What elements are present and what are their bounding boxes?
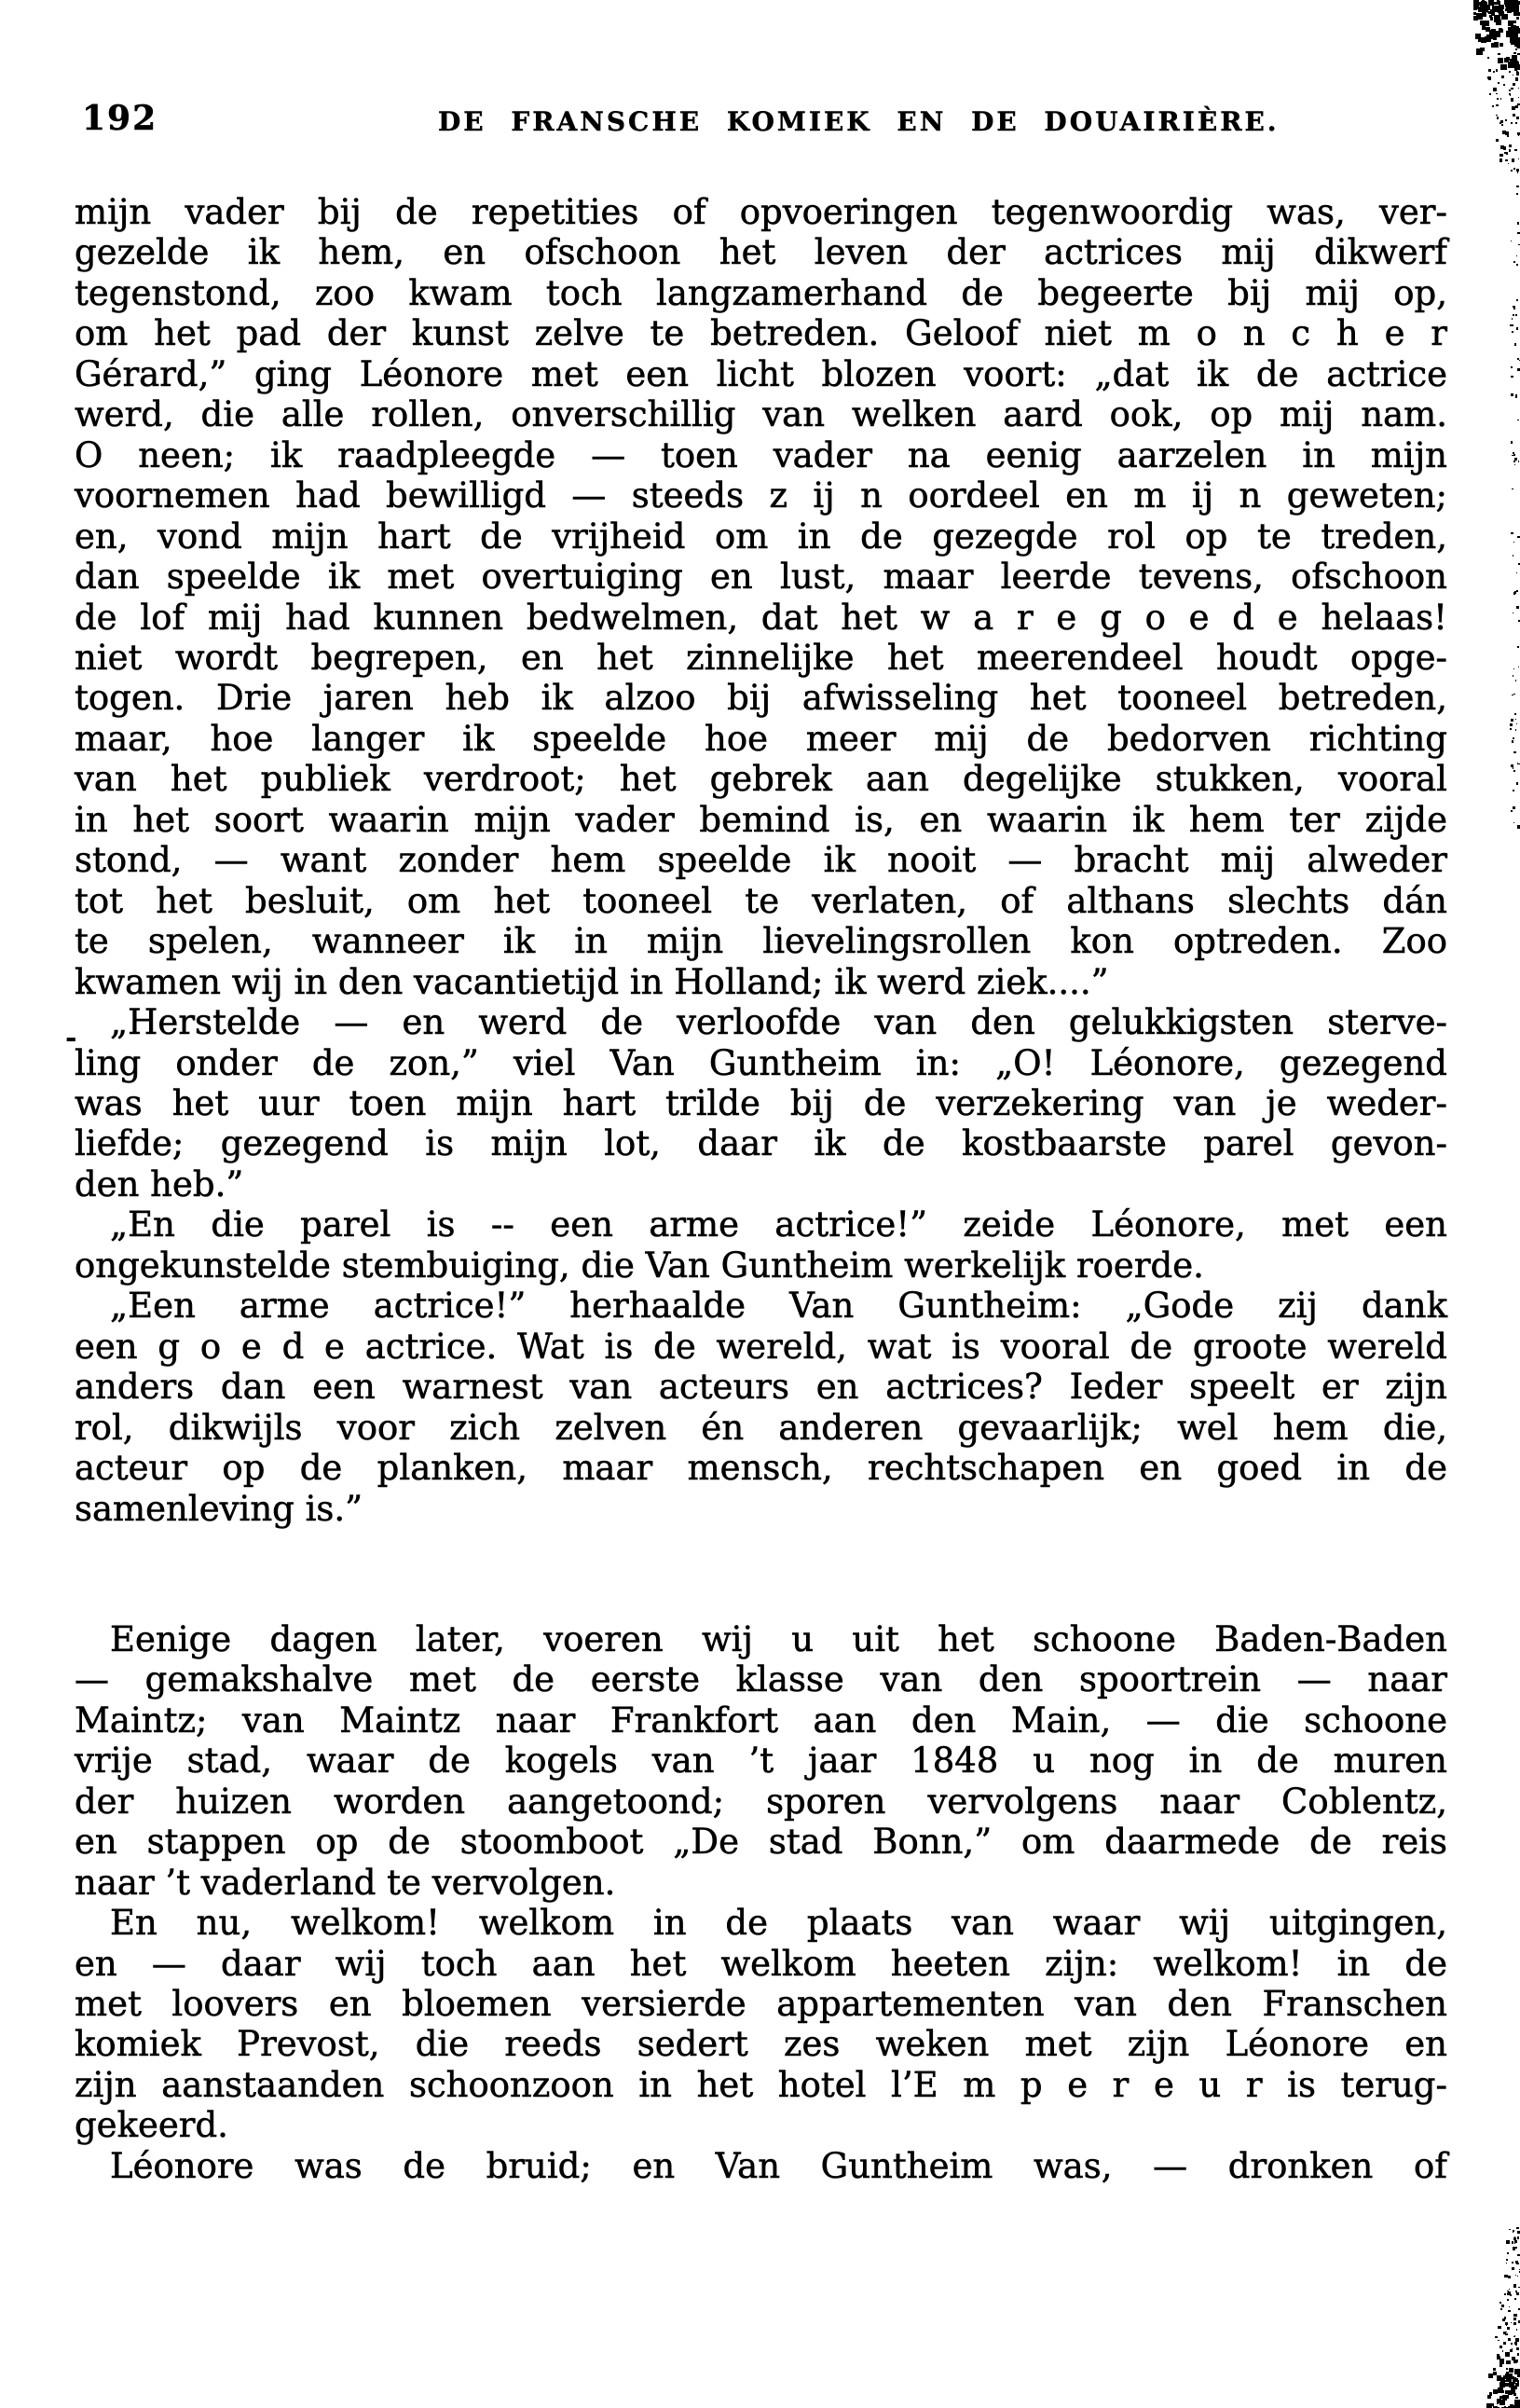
text-line: dan speelde ik met overtuiging en lust, maar leerde tevens, ofschoon: [75, 557, 1447, 598]
text-line: gezelde ik hem, en ofschoon het leven der actrices mij dikwerf: [75, 232, 1447, 273]
text-line: zijn aanstaanden schoonzoon in het hotel l’E m p e r e u r is terug-: [75, 2064, 1447, 2105]
text-line: Gérard,” ging Léonore met een licht blozen voort: „dat ik de actrice: [75, 353, 1447, 394]
margin-mark: -: [65, 1022, 77, 1054]
text-line: O neen; ik raadpleegde — toen vader na eenig aarzelen in mijn: [75, 434, 1447, 475]
text-line: den heb.”: [75, 1163, 244, 1204]
text-line: Eenige dagen later, voeren wij u uit het schoone Baden-Baden: [110, 1618, 1447, 1659]
text-line: mijn vader bij de repetities of opvoeringen tegenwoordig was, ver-: [75, 192, 1447, 232]
text-line: van het publiek verdroot; het gebrek aan degelijke stukken, vooral: [75, 759, 1447, 800]
text-line: togen. Drie jaren heb ik alzoo bij afwisseling het tooneel betreden,: [75, 678, 1447, 719]
text-line: werd, die alle rollen, onverschillig van welken aard ook, op mij nam.: [75, 394, 1447, 435]
text-line: Maintz; van Maintz naar Frankfort aan den Main, — die schoone: [75, 1699, 1447, 1741]
text-line: En nu, welkom! welkom in de plaats van waar wij uitgingen,: [110, 1903, 1447, 1944]
text-line: en, vond mijn hart de vrijheid om in de gezegde rol op te treden,: [75, 516, 1447, 557]
scan-artifact-bottom-right: [1486, 2212, 1520, 2408]
text-line: komiek Prevost, die reeds sedert zes weken met zijn Léonore en: [75, 2024, 1447, 2065]
text-line: een g o e d e actrice. Wat is de wereld, wat is vooral de groote wereld: [75, 1326, 1447, 1367]
text-line: „Een arme actrice!” herhaalde Van Guntheim: „Gode zij dank: [110, 1286, 1447, 1327]
text-line: gekeerd.: [75, 2105, 228, 2146]
text-line: tot het besluit, om het tooneel te verlaten, of althans slechts dán: [75, 880, 1447, 921]
section-break: [75, 1529, 1447, 1619]
text-line: stond, — want zonder hem speelde ik nooit — bracht mij alweder: [75, 840, 1447, 881]
text-line: de lof mij had kunnen bedwelmen, dat het w a r e g o e d e helaas!: [75, 597, 1447, 638]
text-line: in het soort waarin mijn vader bemind is, en waarin ik hem ter zijde: [75, 799, 1447, 840]
running-header-title: DE FRANSCHE KOMIEK EN DE DOUAIRIÈRE.: [438, 106, 1280, 137]
text-line: — gemakshalve met de eerste klasse van den spoortrein — naar: [75, 1659, 1447, 1700]
text-line: vrije stad, waar de kogels van ’t jaar 1848 u nog in de muren: [75, 1741, 1447, 1782]
text-line: voornemen had bewilligd — steeds z ij n oordeel en m ij n geweten;: [75, 475, 1447, 516]
text-line: acteur op de planken, maar mensch, rechtschapen en goed in de: [75, 1448, 1447, 1489]
text-line: met loovers en bloemen versierde appartementen van den Franschen: [75, 1984, 1447, 2025]
text-column: [75, 192, 1447, 2186]
text-line: te spelen, wanneer ik in mijn lievelingsrollen kon optreden. Zoo: [75, 921, 1447, 962]
text-line: en stappen op de stoomboot „De stad Bonn,” om daarmede de reis: [75, 1822, 1447, 1863]
text-line: rol, dikwijls voor zich zelven én anderen gevaarlijk; wel hem die,: [75, 1407, 1447, 1448]
text-line: naar ’t vaderland te vervolgen.: [75, 1862, 616, 1903]
scan-artifact-top-right: [1473, 0, 1520, 858]
text-line: was het uur toen mijn hart trilde bij de verzekering van je weder-: [75, 1082, 1447, 1123]
text-line: Léonore was de bruid; en Van Guntheim was, — dronken of: [110, 2145, 1447, 2186]
text-line: niet wordt begrepen, en het zinnelijke het meerendeel houdt opge-: [75, 637, 1447, 678]
text-line: samenleving is.”: [75, 1488, 363, 1529]
text-line: en — daar wij toch aan het welkom heeten zijn: welkom! in de: [75, 1943, 1447, 1984]
text-line: maar, hoe langer ik speelde hoe meer mij de bedorven richting: [75, 718, 1447, 759]
text-line: der huizen worden aangetoond; sporen vervolgens naar Coblentz,: [75, 1781, 1447, 1822]
text-line: tegenstond, zoo kwam toch langzamerhand de begeerte bij mij op,: [75, 272, 1447, 313]
text-line: „En die parel is -- een arme actrice!” zeide Léonore, met een: [110, 1204, 1447, 1245]
text-line: „Herstelde — en werd de verloofde van den gelukkigsten sterve-: [110, 1002, 1447, 1043]
page-number: 192: [82, 99, 158, 138]
text-line: ling onder de zon,” viel Van Guntheim in: „O! Léonore, gezegend: [75, 1042, 1447, 1083]
text-line: kwamen wij in den vacantietijd in Holland; ik werd ziek....”: [75, 961, 1109, 1002]
text-line: om het pad der kunst zelve te betreden. Geloof niet m o n c h e r: [75, 313, 1447, 354]
text-line: anders dan een warnest van acteurs en actrices? Ieder speelt er zijn: [75, 1367, 1447, 1408]
text-line: liefde; gezegend is mijn lot, daar ik de kostbaarste parel gevon-: [75, 1123, 1447, 1164]
text-line: ongekunstelde stembuiging, die Van Guntheim werkelijk roerde.: [75, 1245, 1204, 1286]
